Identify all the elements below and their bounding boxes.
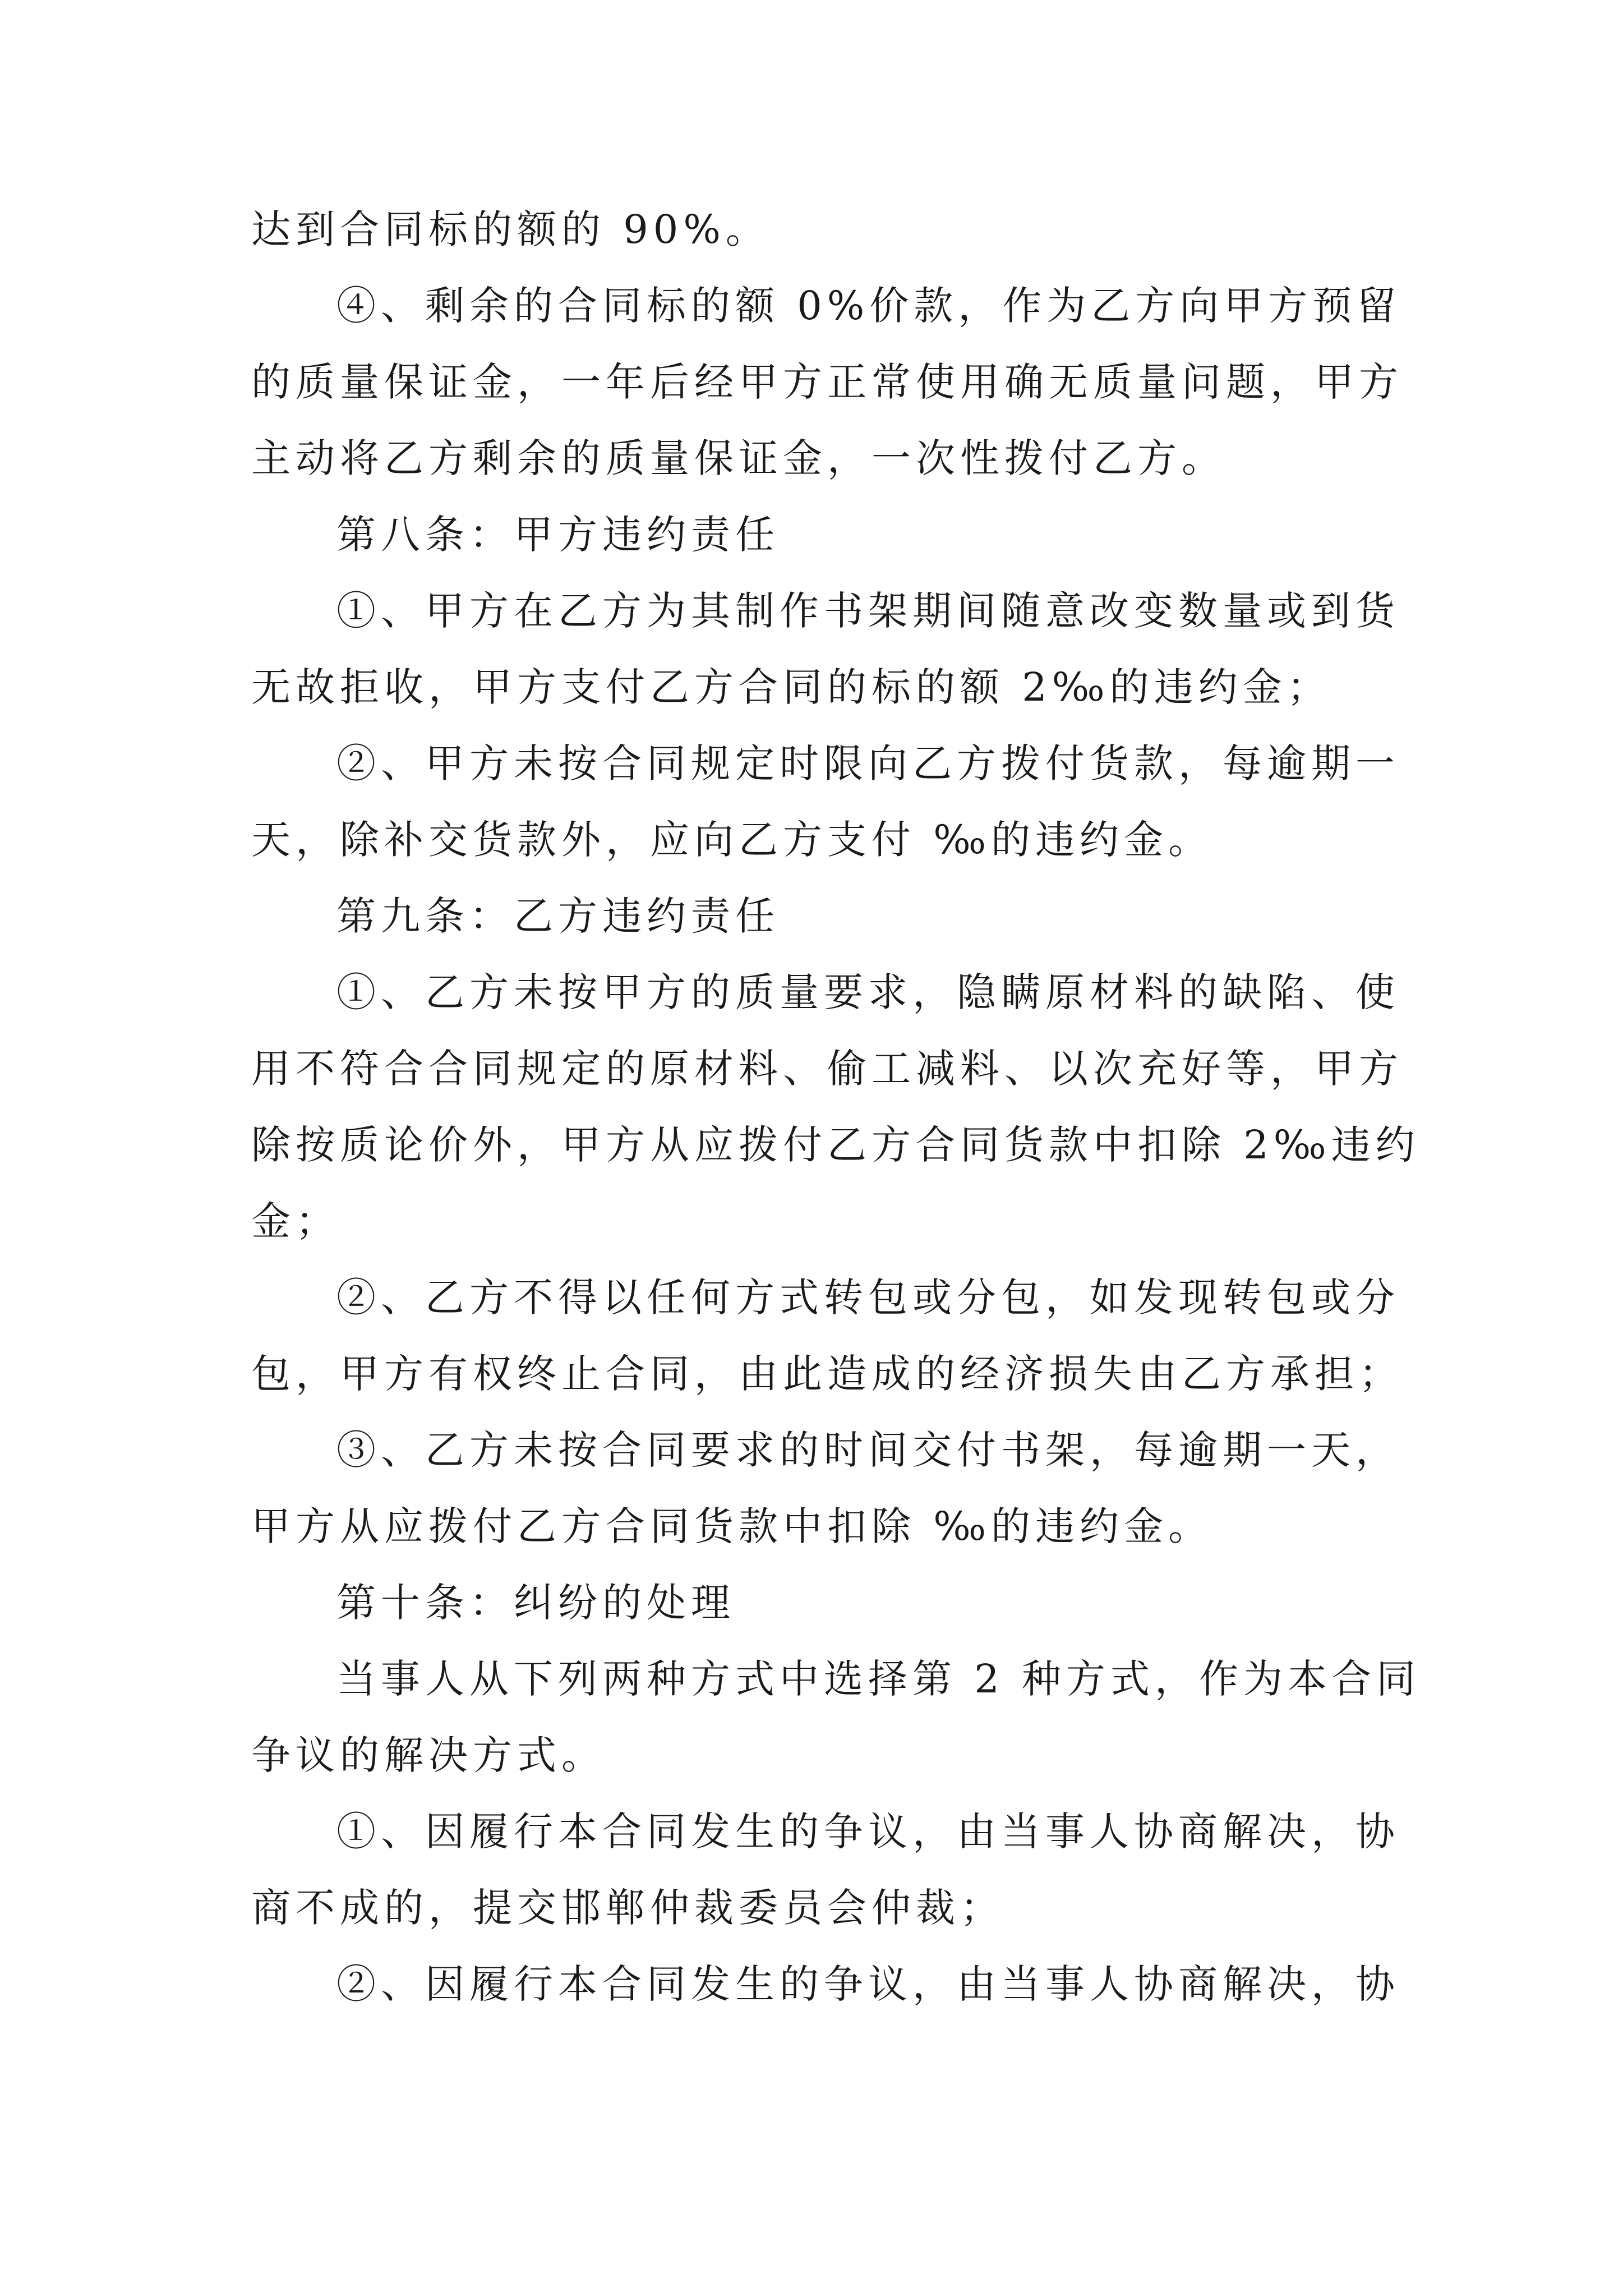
paragraph-line: 争议的解决方式。 [251, 1732, 606, 1778]
paragraph-line: 金； [251, 1198, 340, 1244]
paragraph-line: 除按质论价外，甲方从应拨付乙方合同货款中扣除 2‰违约 [251, 1122, 1420, 1168]
clause-1-line: ①、因履行本合同发生的争议，由当事人协商解决，协 [336, 1809, 1400, 1855]
paragraph-line: 无故拒收，甲方支付乙方合同的标的额 2‰的违约金； [251, 664, 1331, 710]
clause-3-line: ③、乙方未按合同要求的时间交付书架，每逾期一天， [336, 1427, 1400, 1473]
clause-1-line: ①、乙方未按甲方的质量要求，隐瞒原材料的缺陷、使 [336, 969, 1400, 1015]
clause-1-line: ①、甲方在乙方为其制作书架期间随意改变数量或到货 [336, 588, 1400, 634]
clause-4-line: ④、剩余的合同标的额 0%价款，作为乙方向甲方预留 [336, 283, 1401, 329]
paragraph-line: 的质量保证金，一年后经甲方正常使用确无质量问题，甲方 [251, 359, 1403, 405]
paragraph-line: 甲方从应拨付乙方合同货款中扣除 ‰的违约金。 [251, 1503, 1213, 1549]
paragraph-line: 天，除补交货款外，应向乙方支付 ‰的违约金。 [251, 817, 1213, 863]
paragraph-line: 商不成的，提交邯郸仲裁委员会仲裁； [251, 1885, 1004, 1931]
article-9-heading: 第九条：乙方违约责任 [336, 893, 780, 939]
paragraph-line: 用不符合合同规定的原材料、偷工减料、以次充好等，甲方 [251, 1046, 1403, 1092]
paragraph-line: 主动将乙方剩余的质量保证金，一次性拨付乙方。 [251, 435, 1226, 481]
paragraph-line: 当事人从下列两种方式中选择第 2 种方式，作为本合同 [336, 1656, 1421, 1702]
paragraph-line: 包，甲方有权终止合同，由此造成的经济损失由乙方承担； [251, 1351, 1403, 1397]
clause-2-line: ②、因履行本合同发生的争议，由当事人协商解决，协 [336, 1961, 1400, 2007]
article-8-heading: 第八条：甲方违约责任 [336, 512, 780, 558]
article-10-heading: 第十条：纠纷的处理 [336, 1580, 735, 1626]
clause-2-line: ②、乙方不得以任何方式转包或分包，如发现转包或分 [336, 1274, 1400, 1320]
paragraph-line: 达到合同标的额的 90%。 [251, 206, 770, 252]
clause-2-line: ②、甲方未按合同规定时限向乙方拨付货款，每逾期一 [336, 740, 1400, 786]
